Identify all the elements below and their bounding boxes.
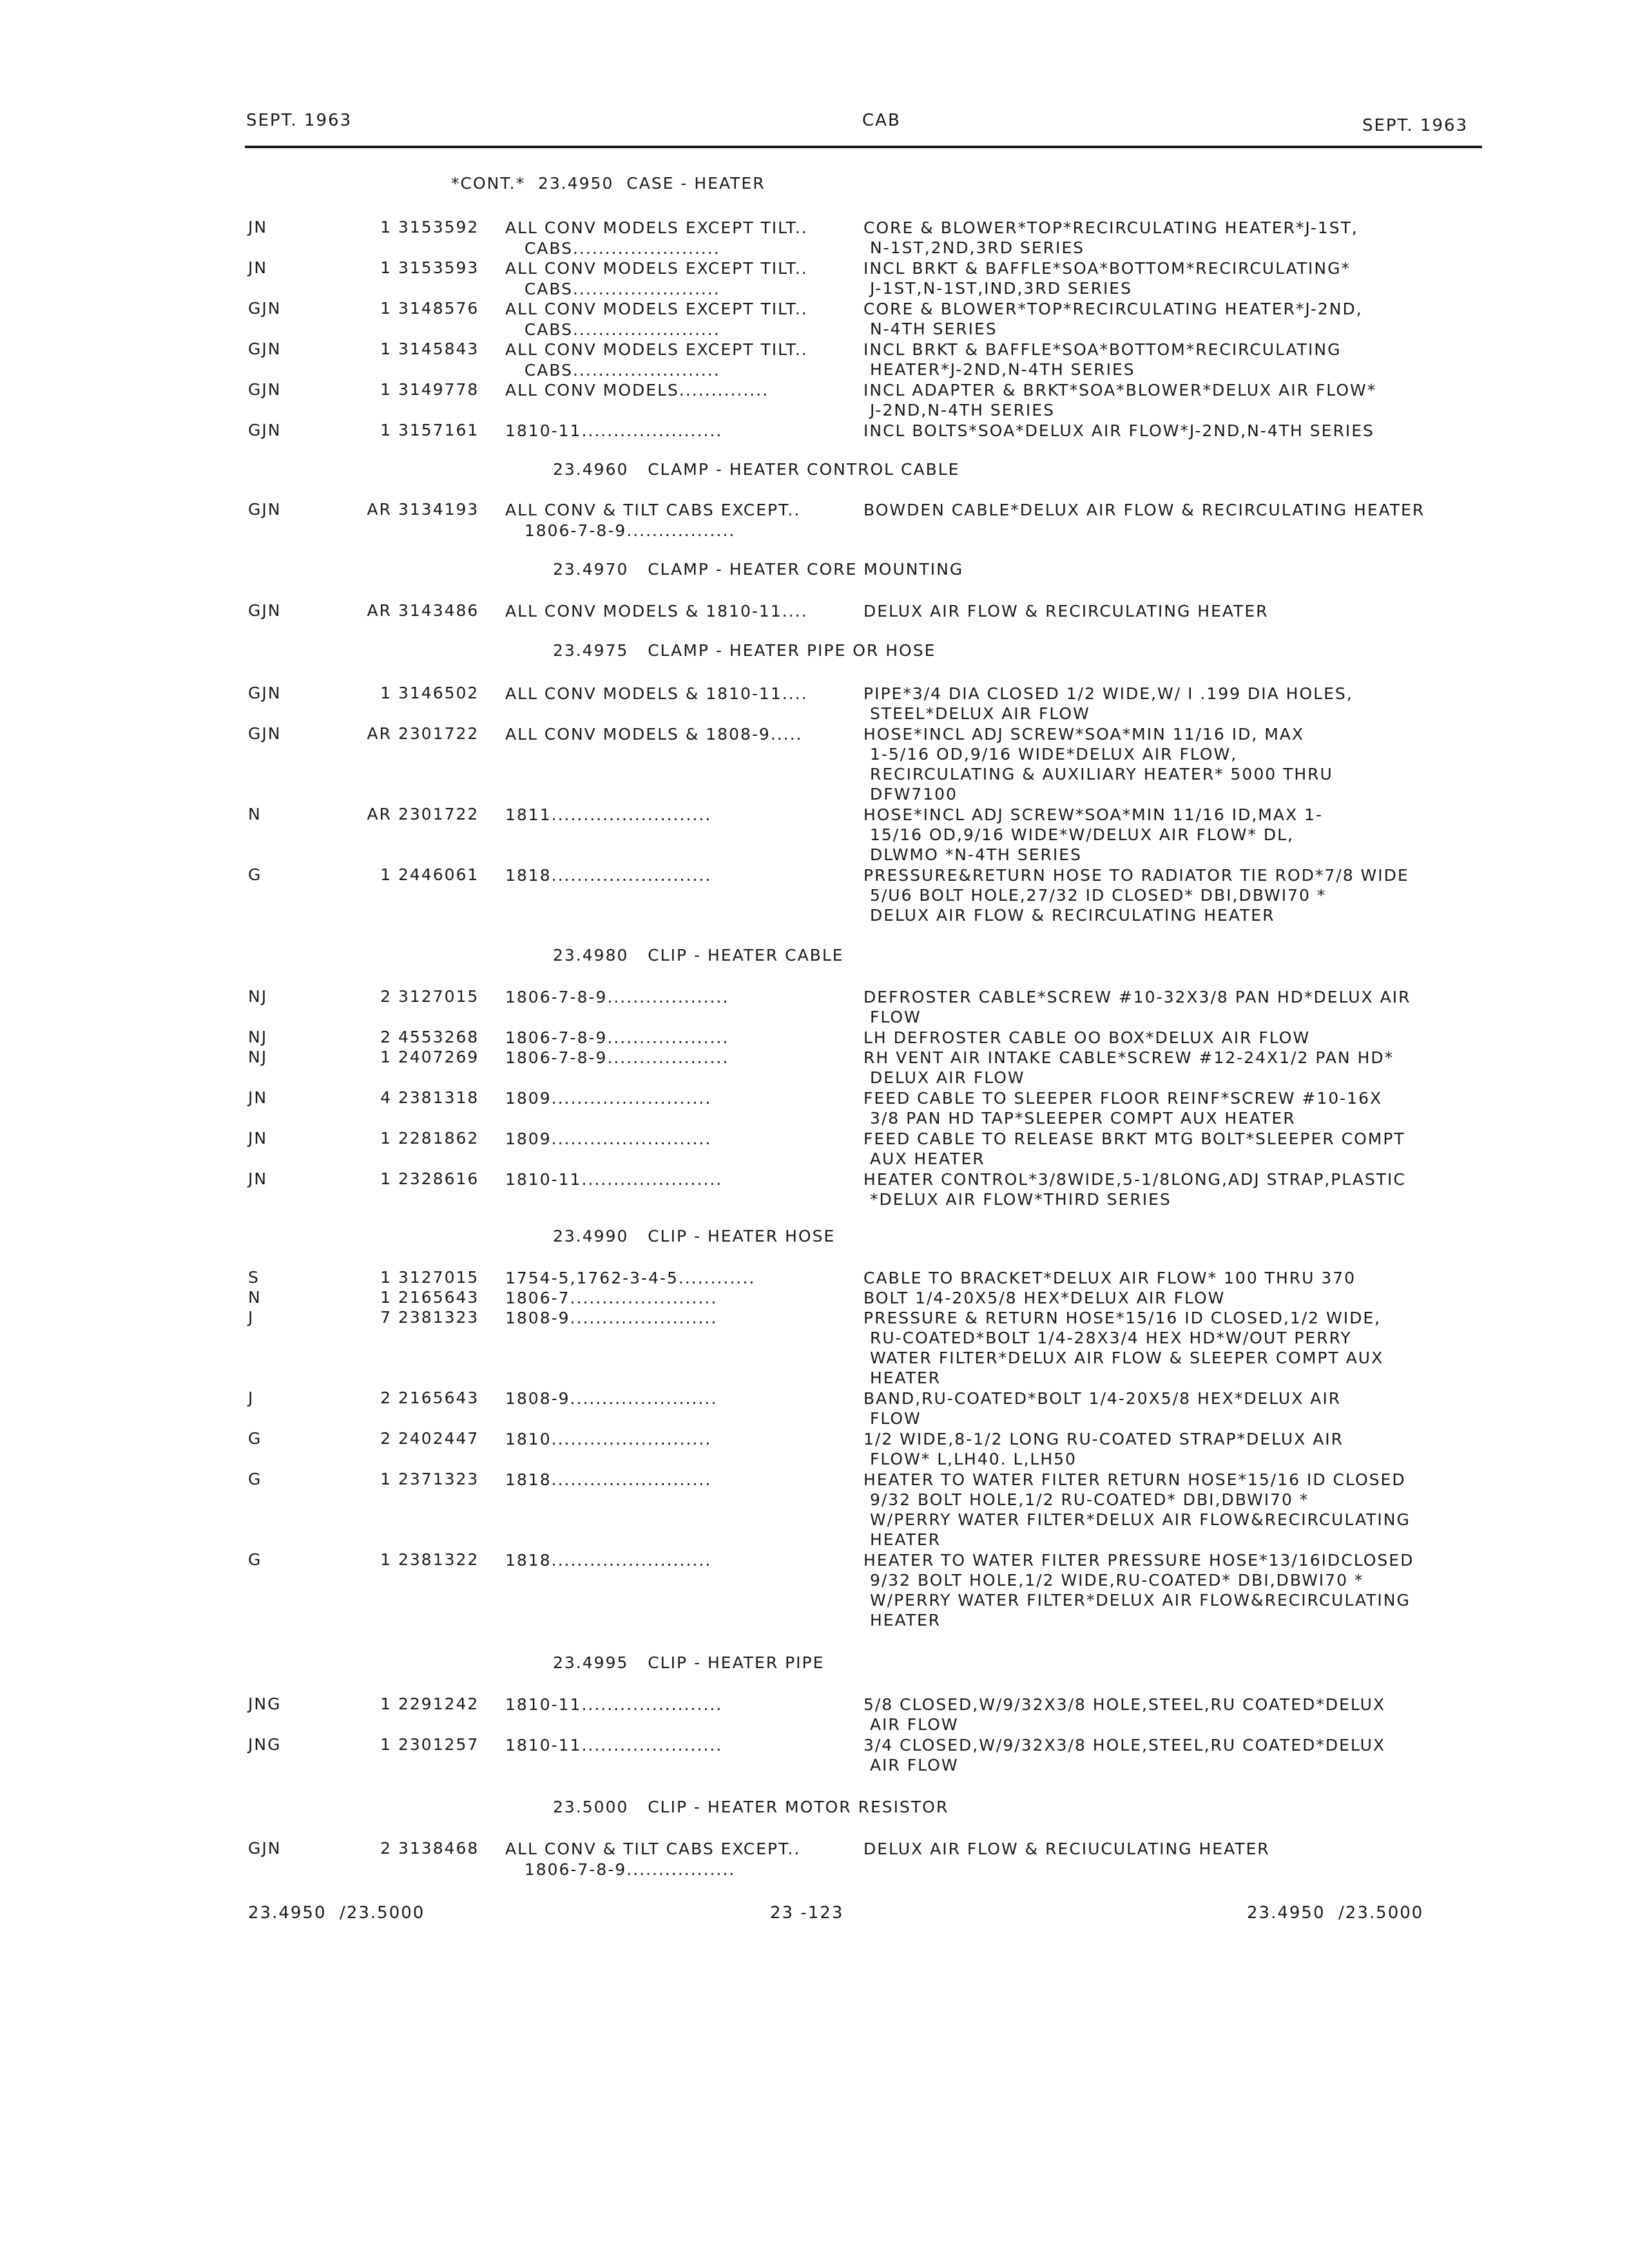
part-number: 3138468 bbox=[398, 1839, 479, 1858]
part-number: 3143486 bbox=[398, 601, 479, 620]
description-cell bbox=[863, 218, 1358, 258]
part-number: 3146502 bbox=[398, 684, 479, 702]
application-line: 1806-7-8-9................... bbox=[505, 1048, 729, 1067]
description-line: HOSE*INCL ADJ SCREW*SOA*MIN 11/16 ID,MAX 1- bbox=[863, 805, 1323, 824]
description-line: PRESSURE & RETURN HOSE*15/16 ID CLOSED,1/2 WIDE, bbox=[863, 1309, 1382, 1327]
quantity: 1 bbox=[380, 1268, 392, 1287]
description-line: HEATER bbox=[863, 1611, 941, 1629]
model-code: N bbox=[248, 805, 262, 823]
quantity: AR bbox=[367, 805, 392, 823]
model-code: JN bbox=[248, 218, 268, 236]
application-line: 1810-11...................... bbox=[505, 1736, 723, 1754]
application-line: 1811......................... bbox=[505, 805, 712, 824]
application-line: 1818......................... bbox=[505, 866, 712, 885]
application-line: CABS....................... bbox=[505, 320, 720, 339]
description-line: HEATER TO WATER FILTER PRESSURE HOSE*13/16IDCLOSED bbox=[863, 1551, 1414, 1570]
application-cell bbox=[505, 500, 800, 541]
part-number: 2291242 bbox=[398, 1695, 479, 1713]
header-section-title: CAB bbox=[862, 111, 901, 130]
part-number: 2371323 bbox=[398, 1470, 479, 1488]
description-cell bbox=[863, 299, 1363, 339]
part-number: 2281862 bbox=[398, 1129, 479, 1148]
description-line: N-4TH SERIES bbox=[863, 320, 998, 338]
model-code: G bbox=[248, 1470, 262, 1488]
model-code: JN bbox=[248, 258, 268, 277]
part-number: 3145843 bbox=[398, 340, 479, 358]
part-number: 2301722 bbox=[398, 805, 479, 823]
description-cell bbox=[863, 1288, 1225, 1308]
application-cell bbox=[505, 1129, 711, 1149]
description-line: FLOW bbox=[863, 1008, 921, 1026]
model-code: JN bbox=[248, 1129, 268, 1148]
application-line: 1818......................... bbox=[505, 1470, 712, 1489]
application-line: ALL CONV MODELS EXCEPT TILT.. bbox=[505, 300, 808, 318]
application-cell bbox=[505, 1470, 711, 1490]
application-cell bbox=[505, 1088, 711, 1109]
quantity: 2 bbox=[380, 987, 392, 1006]
quantity: 1 bbox=[380, 258, 392, 277]
description-line: CORE & BLOWER*TOP*RECIRCULATING HEATER*J-1ST, bbox=[863, 218, 1358, 237]
quantity: 1 bbox=[380, 865, 392, 884]
description-line: FLOW* L,LH40. L,LH50 bbox=[863, 1450, 1077, 1468]
model-code: JNG bbox=[248, 1735, 282, 1754]
application-cell bbox=[505, 1308, 717, 1329]
description-cell bbox=[863, 1028, 1310, 1048]
description-cell bbox=[863, 380, 1376, 420]
description-cell bbox=[863, 684, 1353, 724]
application-line: 1810......................... bbox=[505, 1430, 712, 1448]
application-cell bbox=[505, 1429, 711, 1450]
application-cell bbox=[505, 1268, 755, 1289]
model-code: GJN bbox=[248, 380, 282, 399]
description-cell bbox=[863, 805, 1323, 865]
description-line: 15/16 OD,9/16 WIDE*W/DELUX AIR FLOW* DL, bbox=[863, 825, 1294, 844]
part-number: 3149778 bbox=[398, 380, 479, 399]
part-number: 2407269 bbox=[398, 1048, 479, 1066]
part-number: 2165643 bbox=[398, 1288, 479, 1307]
section-heading: 23.4980 CLIP - HEATER CABLE bbox=[553, 946, 844, 965]
application-cell bbox=[505, 421, 722, 441]
model-code: G bbox=[248, 1550, 262, 1569]
description-line: 1-5/16 OD,9/16 WIDE*DELUX AIR FLOW, bbox=[863, 745, 1238, 764]
description-line: INCL BOLTS*SOA*DELUX AIR FLOW*J-2ND,N-4TH SERIES bbox=[863, 421, 1374, 440]
description-line: AUX HEATER bbox=[863, 1149, 985, 1168]
application-line: 1754-5,1762-3-4-5............ bbox=[505, 1269, 756, 1287]
application-line: 1810-11...................... bbox=[505, 1170, 723, 1189]
application-line: 1810-11...................... bbox=[505, 421, 723, 440]
application-line: ALL CONV MODELS & 1810-11.... bbox=[505, 684, 808, 703]
quantity: 1 bbox=[380, 1048, 392, 1066]
model-code: S bbox=[248, 1268, 260, 1287]
description-line: HEATER*J-2ND,N-4TH SERIES bbox=[863, 360, 1135, 379]
description-cell bbox=[863, 421, 1374, 441]
model-code: GJN bbox=[248, 421, 282, 439]
quantity: 2 bbox=[380, 1389, 392, 1407]
description-cell bbox=[863, 1735, 1385, 1775]
application-line: 1810-11...................... bbox=[505, 1695, 723, 1714]
application-line: 1809......................... bbox=[505, 1089, 712, 1108]
description-line: RU-COATED*BOLT 1/4-28X3/4 HEX HD*W/OUT PERRY bbox=[863, 1329, 1352, 1347]
footer-left-range: 23.4950 /23.5000 bbox=[248, 1903, 425, 1923]
description-line: 3/8 PAN HD TAP*SLEEPER COMPT AUX HEATER bbox=[863, 1109, 1296, 1128]
application-cell bbox=[505, 805, 711, 825]
quantity: 1 bbox=[380, 299, 392, 318]
model-code: JN bbox=[248, 1088, 268, 1107]
quantity: AR bbox=[367, 500, 392, 519]
quantity: 1 bbox=[380, 1550, 392, 1569]
application-line: ALL CONV MODELS EXCEPT TILT.. bbox=[505, 340, 808, 359]
description-cell bbox=[863, 500, 1425, 520]
description-line: AIR FLOW bbox=[863, 1715, 959, 1734]
quantity: 1 bbox=[380, 684, 392, 702]
quantity: 1 bbox=[380, 1288, 392, 1307]
description-line: J-1ST,N-1ST,IND,3RD SERIES bbox=[863, 279, 1132, 298]
application-cell bbox=[505, 258, 808, 300]
part-number: 2402447 bbox=[398, 1429, 479, 1448]
model-code: NJ bbox=[248, 1028, 268, 1046]
description-line: N-1ST,2ND,3RD SERIES bbox=[863, 238, 1085, 257]
application-cell bbox=[505, 684, 808, 704]
model-code: GJN bbox=[248, 500, 282, 519]
model-code: GJN bbox=[248, 340, 282, 358]
application-line: ALL CONV MODELS EXCEPT TILT.. bbox=[505, 218, 808, 237]
application-cell bbox=[505, 601, 808, 622]
part-number: 2381323 bbox=[398, 1308, 479, 1327]
part-number: 3127015 bbox=[398, 987, 479, 1006]
application-cell bbox=[505, 340, 808, 381]
application-cell bbox=[505, 1389, 717, 1409]
description-line: CABLE TO BRACKET*DELUX AIR FLOW* 100 THRU 370 bbox=[863, 1269, 1356, 1287]
application-line: 1806-7....................... bbox=[505, 1289, 718, 1307]
section-heading: 23.4960 CLAMP - HEATER CONTROL CABLE bbox=[553, 460, 960, 479]
model-code: G bbox=[248, 865, 262, 884]
description-line: 9/32 BOLT HOLE,1/2 RU-COATED* DBI,DBWI70 * bbox=[863, 1490, 1309, 1509]
model-code: NJ bbox=[248, 1048, 268, 1066]
description-line: 5/U6 BOLT HOLE,27/32 ID CLOSED* DBI,DBWI70 * bbox=[863, 886, 1327, 905]
description-cell bbox=[863, 1839, 1270, 1859]
quantity: AR bbox=[367, 601, 392, 620]
application-cell bbox=[505, 1735, 722, 1756]
description-line: W/PERRY WATER FILTER*DELUX AIR FLOW&RECIRCULATING bbox=[863, 1591, 1411, 1610]
part-number: 2165643 bbox=[398, 1389, 479, 1407]
description-line: DELUX AIR FLOW & RECIRCULATING HEATER bbox=[863, 906, 1275, 925]
description-cell bbox=[863, 1429, 1344, 1469]
description-line: INCL BRKT & BAFFLE*SOA*BOTTOM*RECIRCULATING bbox=[863, 340, 1342, 359]
model-code: GJN bbox=[248, 1839, 282, 1858]
description-cell bbox=[863, 601, 1269, 621]
description-line: 5/8 CLOSED,W/9/32X3/8 HOLE,STEEL,RU COATED*DELUX bbox=[863, 1695, 1386, 1714]
description-line: STEEL*DELUX AIR FLOW bbox=[863, 704, 1090, 723]
application-line: 1806-7-8-9................... bbox=[505, 988, 729, 1006]
quantity: 1 bbox=[380, 340, 392, 358]
model-code: GJN bbox=[248, 299, 282, 318]
part-number: 3157161 bbox=[398, 421, 479, 439]
application-cell bbox=[505, 987, 729, 1008]
model-code: GJN bbox=[248, 684, 282, 702]
application-line: 1809......................... bbox=[505, 1129, 712, 1148]
description-line: HEATER bbox=[863, 1530, 941, 1549]
model-code: J bbox=[248, 1389, 255, 1407]
description-line: HEATER CONTROL*3/8WIDE,5-1/8LONG,ADJ STRAP,PLASTIC bbox=[863, 1170, 1406, 1189]
application-line: ALL CONV & TILT CABS EXCEPT.. bbox=[505, 1840, 801, 1858]
application-line: ALL CONV MODELS EXCEPT TILT.. bbox=[505, 259, 808, 278]
section-heading: 23.4975 CLAMP - HEATER PIPE OR HOSE bbox=[553, 641, 936, 660]
description-line: W/PERRY WATER FILTER*DELUX AIR FLOW&RECIRCULATING bbox=[863, 1510, 1411, 1529]
description-line: FEED CABLE TO RELEASE BRKT MTG BOLT*SLEEPER COMPT bbox=[863, 1129, 1405, 1148]
application-line: ALL CONV & TILT CABS EXCEPT.. bbox=[505, 501, 801, 519]
description-line: PRESSURE&RETURN HOSE TO RADIATOR TIE ROD*7/8 WIDE bbox=[863, 866, 1409, 885]
description-line: RH VENT AIR INTAKE CABLE*SCREW #12-24X1/2 PAN HD* bbox=[863, 1048, 1394, 1067]
description-line: INCL ADAPTER & BRKT*SOA*BLOWER*DELUX AIR FLOW* bbox=[863, 381, 1377, 399]
description-line: PIPE*3/4 DIA CLOSED 1/2 WIDE,W/ I .199 DIA HOLES, bbox=[863, 684, 1353, 703]
description-line: RECIRCULATING & AUXILIARY HEATER* 5000 THRU bbox=[863, 765, 1333, 783]
description-line: DEFROSTER CABLE*SCREW #10-32X3/8 PAN HD*DELUX AIR bbox=[863, 988, 1411, 1006]
application-cell bbox=[505, 1169, 722, 1190]
description-line: 1/2 WIDE,8-1/2 LONG RU-COATED STRAP*DELUX AIR bbox=[863, 1430, 1344, 1448]
description-cell bbox=[863, 724, 1333, 804]
application-cell bbox=[505, 1839, 800, 1880]
application-line: CABS....................... bbox=[505, 280, 720, 298]
application-line: CABS....................... bbox=[505, 361, 720, 380]
description-cell bbox=[863, 1129, 1405, 1169]
description-line: DFW7100 bbox=[863, 785, 958, 803]
model-code: GJN bbox=[248, 601, 282, 620]
application-cell bbox=[505, 218, 808, 259]
description-cell bbox=[863, 1048, 1394, 1088]
description-line: LH DEFROSTER CABLE OO BOX*DELUX AIR FLOW bbox=[863, 1028, 1311, 1047]
description-cell bbox=[863, 1088, 1382, 1128]
section-heading: 23.4990 CLIP - HEATER HOSE bbox=[553, 1227, 836, 1245]
model-code: N bbox=[248, 1288, 262, 1307]
application-cell bbox=[505, 1288, 717, 1309]
application-line: 1806-7-8-9................. bbox=[505, 1860, 736, 1879]
description-line: CORE & BLOWER*TOP*RECIRCULATING HEATER*J-2ND, bbox=[863, 300, 1363, 318]
section-heading: *CONT.* 23.4950 CASE - HEATER bbox=[451, 174, 766, 193]
description-cell bbox=[863, 1695, 1385, 1735]
application-line: ALL CONV MODELS & 1808-9..... bbox=[505, 725, 803, 744]
application-line: 1808-9....................... bbox=[505, 1309, 718, 1327]
application-cell bbox=[505, 1550, 711, 1571]
description-cell bbox=[863, 1268, 1356, 1288]
part-number: 2381322 bbox=[398, 1550, 479, 1569]
application-line: ALL CONV MODELS.............. bbox=[505, 381, 769, 399]
description-line: 9/32 BOLT HOLE,1/2 WIDE,RU-COATED* DBI,DBWI70 * bbox=[863, 1571, 1364, 1590]
quantity: 1 bbox=[380, 421, 392, 439]
part-number: 3153592 bbox=[398, 218, 479, 236]
application-line: 1808-9....................... bbox=[505, 1389, 718, 1408]
application-cell bbox=[505, 380, 769, 401]
description-line: DLWMO *N-4TH SERIES bbox=[863, 845, 1082, 864]
footer-right-range: 23.4950 /23.5000 bbox=[1247, 1903, 1424, 1923]
quantity: AR bbox=[367, 724, 392, 743]
model-code: NJ bbox=[248, 987, 268, 1006]
model-code: G bbox=[248, 1429, 262, 1448]
description-line: FLOW bbox=[863, 1409, 921, 1428]
description-line: DELUX AIR FLOW & RECIUCULATING HEATER bbox=[863, 1840, 1270, 1858]
description-line: HEATER bbox=[863, 1369, 941, 1387]
part-number: 2301722 bbox=[398, 724, 479, 743]
application-line: 1818......................... bbox=[505, 1551, 712, 1570]
quantity: 2 bbox=[380, 1839, 392, 1858]
quantity: 1 bbox=[380, 1129, 392, 1148]
model-code: GJN bbox=[248, 724, 282, 743]
part-number: 2328616 bbox=[398, 1169, 479, 1188]
part-number: 2301257 bbox=[398, 1735, 479, 1754]
description-line: J-2ND,N-4TH SERIES bbox=[863, 401, 1055, 419]
part-number: 3148576 bbox=[398, 299, 479, 318]
part-number: 3134193 bbox=[398, 500, 479, 519]
description-line: INCL BRKT & BAFFLE*SOA*BOTTOM*RECIRCULATING* bbox=[863, 259, 1351, 278]
model-code: JN bbox=[248, 1169, 268, 1188]
application-line: CABS....................... bbox=[505, 239, 720, 258]
part-number: 2446061 bbox=[398, 865, 479, 884]
section-heading: 23.5000 CLIP - HEATER MOTOR RESISTOR bbox=[553, 1798, 949, 1816]
quantity: 4 bbox=[380, 1088, 392, 1107]
description-line: WATER FILTER*DELUX AIR FLOW & SLEEPER COMPT AUX bbox=[863, 1349, 1384, 1367]
description-cell bbox=[863, 340, 1341, 380]
description-cell bbox=[863, 1389, 1341, 1428]
description-line: DELUX AIR FLOW & RECIRCULATING HEATER bbox=[863, 602, 1269, 620]
header-rule bbox=[245, 146, 1482, 148]
quantity: 1 bbox=[380, 218, 392, 236]
application-cell bbox=[505, 299, 808, 340]
application-line: 1806-7-8-9................... bbox=[505, 1028, 729, 1047]
description-line: 3/4 CLOSED,W/9/32X3/8 HOLE,STEEL,RU COATED*DELUX bbox=[863, 1736, 1386, 1754]
section-heading: 23.4970 CLAMP - HEATER CORE MOUNTING bbox=[553, 560, 964, 579]
model-code: JNG bbox=[248, 1695, 282, 1713]
header-left-date: SEPT. 1963 bbox=[246, 111, 352, 130]
description-line: *DELUX AIR FLOW*THIRD SERIES bbox=[863, 1190, 1171, 1209]
description-line: DELUX AIR FLOW bbox=[863, 1068, 1025, 1087]
description-line: HOSE*INCL ADJ SCREW*SOA*MIN 11/16 ID, MAX bbox=[863, 725, 1305, 744]
quantity: 1 bbox=[380, 1169, 392, 1188]
description-line: BOWDEN CABLE*DELUX AIR FLOW & RECIRCULATING HEATER bbox=[863, 501, 1425, 519]
application-cell bbox=[505, 1028, 729, 1048]
part-number: 4553268 bbox=[398, 1028, 479, 1046]
quantity: 1 bbox=[380, 1695, 392, 1713]
description-cell bbox=[863, 1550, 1414, 1630]
application-cell bbox=[505, 1048, 729, 1068]
part-number: 2381318 bbox=[398, 1088, 479, 1107]
application-cell bbox=[505, 724, 803, 745]
description-line: AIR FLOW bbox=[863, 1756, 959, 1774]
quantity: 1 bbox=[380, 1470, 392, 1488]
quantity: 2 bbox=[380, 1028, 392, 1046]
application-cell bbox=[505, 865, 711, 886]
quantity: 7 bbox=[380, 1308, 392, 1327]
description-cell bbox=[863, 865, 1409, 925]
part-number: 3127015 bbox=[398, 1268, 479, 1287]
description-cell bbox=[863, 258, 1351, 298]
description-line: BOLT 1/4-20X5/8 HEX*DELUX AIR FLOW bbox=[863, 1289, 1226, 1307]
application-line: ALL CONV MODELS & 1810-11.... bbox=[505, 602, 808, 620]
application-cell bbox=[505, 1695, 722, 1715]
description-cell bbox=[863, 1308, 1383, 1388]
application-line: 1806-7-8-9................. bbox=[505, 521, 736, 540]
header-right-date: SEPT. 1963 bbox=[1362, 116, 1469, 135]
model-code: J bbox=[248, 1308, 255, 1327]
description-cell bbox=[863, 987, 1411, 1027]
description-cell bbox=[863, 1470, 1411, 1550]
description-line: HEATER TO WATER FILTER RETURN HOSE*15/16 ID CLOSED bbox=[863, 1470, 1406, 1489]
footer-page-number: 23 -123 bbox=[770, 1903, 844, 1923]
description-cell bbox=[863, 1169, 1406, 1209]
section-heading: 23.4995 CLIP - HEATER PIPE bbox=[553, 1653, 825, 1672]
quantity: 1 bbox=[380, 380, 392, 399]
description-line: BAND,RU-COATED*BOLT 1/4-20X5/8 HEX*DELUX AIR bbox=[863, 1389, 1342, 1408]
quantity: 2 bbox=[380, 1429, 392, 1448]
part-number: 3153593 bbox=[398, 258, 479, 277]
description-line: FEED CABLE TO SLEEPER FLOOR REINF*SCREW #10-16X bbox=[863, 1089, 1383, 1108]
quantity: 1 bbox=[380, 1735, 392, 1754]
